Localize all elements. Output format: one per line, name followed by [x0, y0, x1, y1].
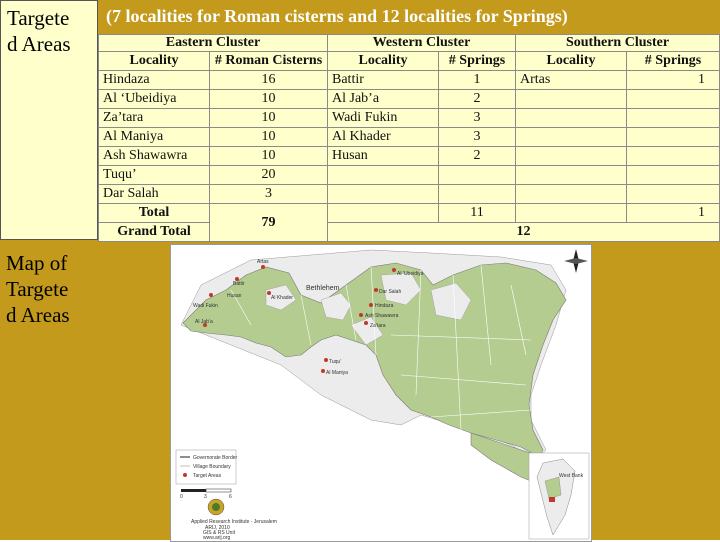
targeted-areas-title [1, 1, 97, 57]
map-label-al-maniya: Al Maniya [326, 370, 348, 376]
south-locality [516, 109, 627, 128]
col-west-locality: Locality [328, 52, 439, 71]
map-title-line1: Map of [6, 251, 68, 275]
west-count: 2 [439, 90, 516, 109]
legend-target-areas: Target Areas [193, 473, 222, 479]
table-row [99, 166, 720, 185]
western-cluster-header: Western Cluster [328, 35, 516, 52]
map-title-cell [0, 242, 98, 540]
west-locality: Al Khader [328, 128, 439, 147]
marker [369, 303, 373, 307]
east-count: 10 [210, 109, 328, 128]
west-locality: Battir [328, 71, 439, 90]
marker [392, 268, 396, 272]
west-locality [328, 185, 439, 204]
south-count [627, 109, 720, 128]
map-label-husan: Husan [227, 293, 242, 299]
marker [261, 265, 265, 269]
col-south-locality: Locality [516, 52, 627, 71]
west-total-spacer [328, 204, 439, 223]
east-locality: Tuqu’ [99, 166, 210, 185]
south-count [627, 185, 720, 204]
map-label-al-jaba: Al Jab’a [195, 319, 213, 325]
table-row [99, 128, 720, 147]
scale-3: 3 [204, 494, 207, 500]
column-header-row [99, 52, 720, 71]
credit-line-3: GIS & RS Unit [203, 530, 235, 536]
map-label-tuqu: Tuqu’ [329, 359, 342, 365]
east-count: 20 [210, 166, 328, 185]
south-count [627, 147, 720, 166]
west-locality: Al Jab’a [328, 90, 439, 109]
west-locality: Wadi Fukin [328, 109, 439, 128]
south-locality [516, 185, 627, 204]
marker [374, 288, 378, 292]
map-label-dar-salah: Dar Salah [379, 289, 402, 295]
east-count: 10 [210, 147, 328, 166]
south-total: 1 [627, 204, 720, 223]
south-locality [516, 147, 627, 166]
map-title-line3: d Areas [6, 303, 70, 327]
legend-governorate-border: Governorate Border [193, 455, 238, 461]
west-count [439, 166, 516, 185]
south-count: 1 [627, 71, 720, 90]
grand-total-label: Grand Total [99, 223, 210, 242]
east-locality: Ash Shawawra [99, 147, 210, 166]
south-count [627, 166, 720, 185]
inset-label-west-bank: West Bank [559, 473, 584, 479]
south-total-spacer [516, 204, 627, 223]
inset-map [529, 453, 589, 539]
east-locality: Dar Salah [99, 185, 210, 204]
marker [209, 293, 213, 297]
map-label-battir: Battir [233, 281, 245, 287]
grand-total-value: 12 [328, 223, 720, 242]
targeted-title-line1: Targete [7, 6, 70, 30]
east-locality: Al ‘Ubeidiya [99, 90, 210, 109]
credit-line-4: www.arij.org [203, 535, 231, 541]
east-locality: Al Maniya [99, 128, 210, 147]
marker [324, 358, 328, 362]
table-row [99, 90, 720, 109]
map-label-artas: Artas [257, 259, 269, 265]
west-count [439, 185, 516, 204]
west-locality: Husan [328, 147, 439, 166]
map-label-al-ubeidiya: Al ‘Ubeidiya [397, 271, 424, 277]
grand-total-row [99, 223, 720, 242]
map-legend [176, 450, 238, 484]
total-label: Total [99, 204, 210, 223]
south-locality [516, 166, 627, 185]
south-locality [516, 90, 627, 109]
targeted-areas-table [98, 34, 720, 242]
south-count [627, 128, 720, 147]
targeted-title-line2: d Areas [7, 32, 71, 56]
map-title [0, 242, 98, 328]
map-canvas [171, 245, 591, 541]
east-locality: Hindaza [99, 71, 210, 90]
scale-0: 0 [180, 494, 183, 500]
east-count: 10 [210, 90, 328, 109]
table-banner-text: (7 localities for Roman cisterns and 12 localities for Springs) [106, 6, 568, 26]
southern-cluster-header: Southern Cluster [516, 35, 720, 52]
south-locality: Artas [516, 71, 627, 90]
map-label-bethlehem: Bethlehem [306, 285, 340, 292]
targeted-areas-map [170, 244, 592, 542]
scale-6: 6 [229, 494, 232, 500]
map-label-ash-shawawra: Ash Shawawra [365, 313, 399, 319]
table-row [99, 185, 720, 204]
left-column [0, 0, 98, 540]
table-banner [98, 0, 720, 34]
map-title-line2: Targete [6, 277, 69, 301]
west-count: 2 [439, 147, 516, 166]
marker [321, 369, 325, 373]
map-label-al-khader: Al Khader [271, 295, 293, 301]
marker [359, 313, 363, 317]
cluster-header-row [99, 35, 720, 52]
table-row [99, 109, 720, 128]
eastern-cluster-header: Eastern Cluster [99, 35, 328, 52]
east-total: 79 [210, 204, 328, 242]
west-count: 1 [439, 71, 516, 90]
map-label-hindaza: Hindaza [375, 303, 394, 309]
west-total: 11 [439, 204, 516, 223]
table-row [99, 71, 720, 90]
west-count: 3 [439, 109, 516, 128]
legend-village-boundary: Village Boundary [193, 464, 231, 470]
targeted-areas-table-section [98, 0, 720, 242]
col-west-springs: # Springs [439, 52, 516, 71]
south-count [627, 90, 720, 109]
map-label-za-tara: Za’tara [370, 323, 386, 329]
col-east-cisterns: # Roman Cisterns [210, 52, 328, 71]
south-locality [516, 128, 627, 147]
east-count: 10 [210, 128, 328, 147]
west-count: 3 [439, 128, 516, 147]
map-label-wadi-fukin: Wadi Fukin [193, 303, 218, 309]
table-row [99, 147, 720, 166]
credit-line-2: ARIJ, 2010 [205, 525, 230, 531]
map-section [98, 242, 720, 540]
col-east-locality: Locality [99, 52, 210, 71]
arij-logo-icon [208, 499, 224, 515]
targeted-areas-cell [0, 0, 98, 240]
east-count: 16 [210, 71, 328, 90]
east-count: 3 [210, 185, 328, 204]
west-locality [328, 166, 439, 185]
total-row [99, 204, 720, 223]
col-south-springs: # Springs [627, 52, 720, 71]
east-locality: Za’tara [99, 109, 210, 128]
credit-line-1: Applied Research Institute - Jerusalem [191, 519, 277, 525]
marker [364, 321, 368, 325]
